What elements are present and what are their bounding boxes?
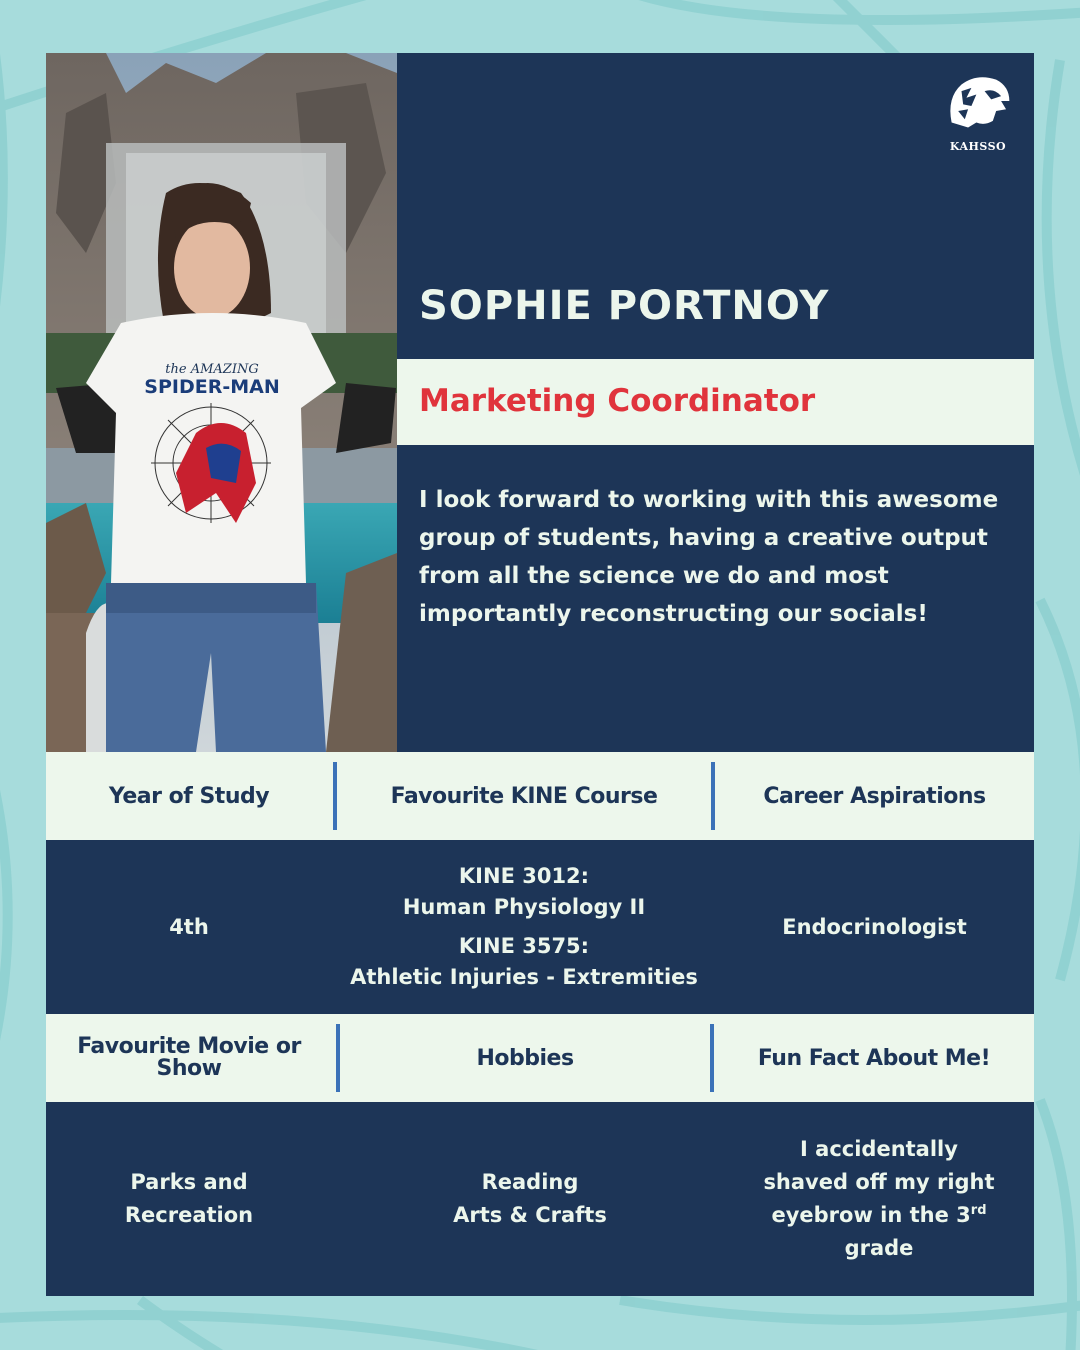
hero-panel [397,53,1034,752]
fun-fact-line: shaved off my right [763,1170,995,1194]
hobby-item: Reading [481,1170,579,1194]
header-career-aspirations: Career Aspirations [763,783,986,809]
fun-fact-line: I accidentally [800,1137,958,1161]
value-hobbies [340,1102,720,1296]
profile-photo [46,53,397,752]
fun-fact-text: eyebrow in the 3 [771,1203,971,1227]
course-item [403,861,645,923]
value-favourite-movie [46,1102,332,1296]
fun-fact-line [771,1199,986,1232]
header-favourite-movie: Favourite Movie or Show [77,1034,301,1081]
header-hobbies: Hobbies [476,1045,574,1071]
lion-head-icon [936,73,1020,139]
movie-line: Recreation [124,1203,254,1227]
member-role: Marketing Coordinator [419,383,816,419]
header-favourite-course: Favourite KINE Course [390,783,658,809]
svg-text:the AMAZING: the AMAZING [165,362,259,377]
logo-text: KAHSSO [949,140,1007,153]
svg-text:SPIDER-MAN: SPIDER-MAN [144,376,280,398]
value-row-2 [46,1102,1034,1296]
course-code: KINE 3575: [458,934,590,958]
header-row-2 [46,1014,1034,1102]
profile-card [46,53,1034,1296]
value-row-1 [46,840,1034,1014]
role-band [397,359,1034,445]
value-favourite-courses [337,840,711,1014]
movie-line: Parks and [130,1170,248,1194]
header-fun-fact: Fun Fact About Me! [757,1045,991,1071]
value-year-of-study: 4th [169,914,209,939]
member-quote: I look forward to working with this awesome group of students, having a creative output from all the science we do and most importantly reconstructing our socials! [419,487,999,627]
course-code: KINE 3012: [458,864,590,888]
course-item [350,931,698,993]
header-year-of-study: Year of Study [108,783,270,809]
course-title: Human Physiology II [402,895,646,919]
hobby-item: Arts & Crafts [453,1203,607,1227]
fun-fact-line: grade [844,1236,914,1260]
value-career-aspirations: Endocrinologist [782,914,967,939]
kahsso-logo [936,73,1020,153]
ordinal-suffix: rd [970,1203,987,1218]
value-fun-fact [714,1102,1044,1296]
member-name: SOPHIE PORTNOY [419,283,830,329]
header-row-1 [46,752,1034,840]
course-title: Athletic Injuries - Extremities [350,965,698,989]
